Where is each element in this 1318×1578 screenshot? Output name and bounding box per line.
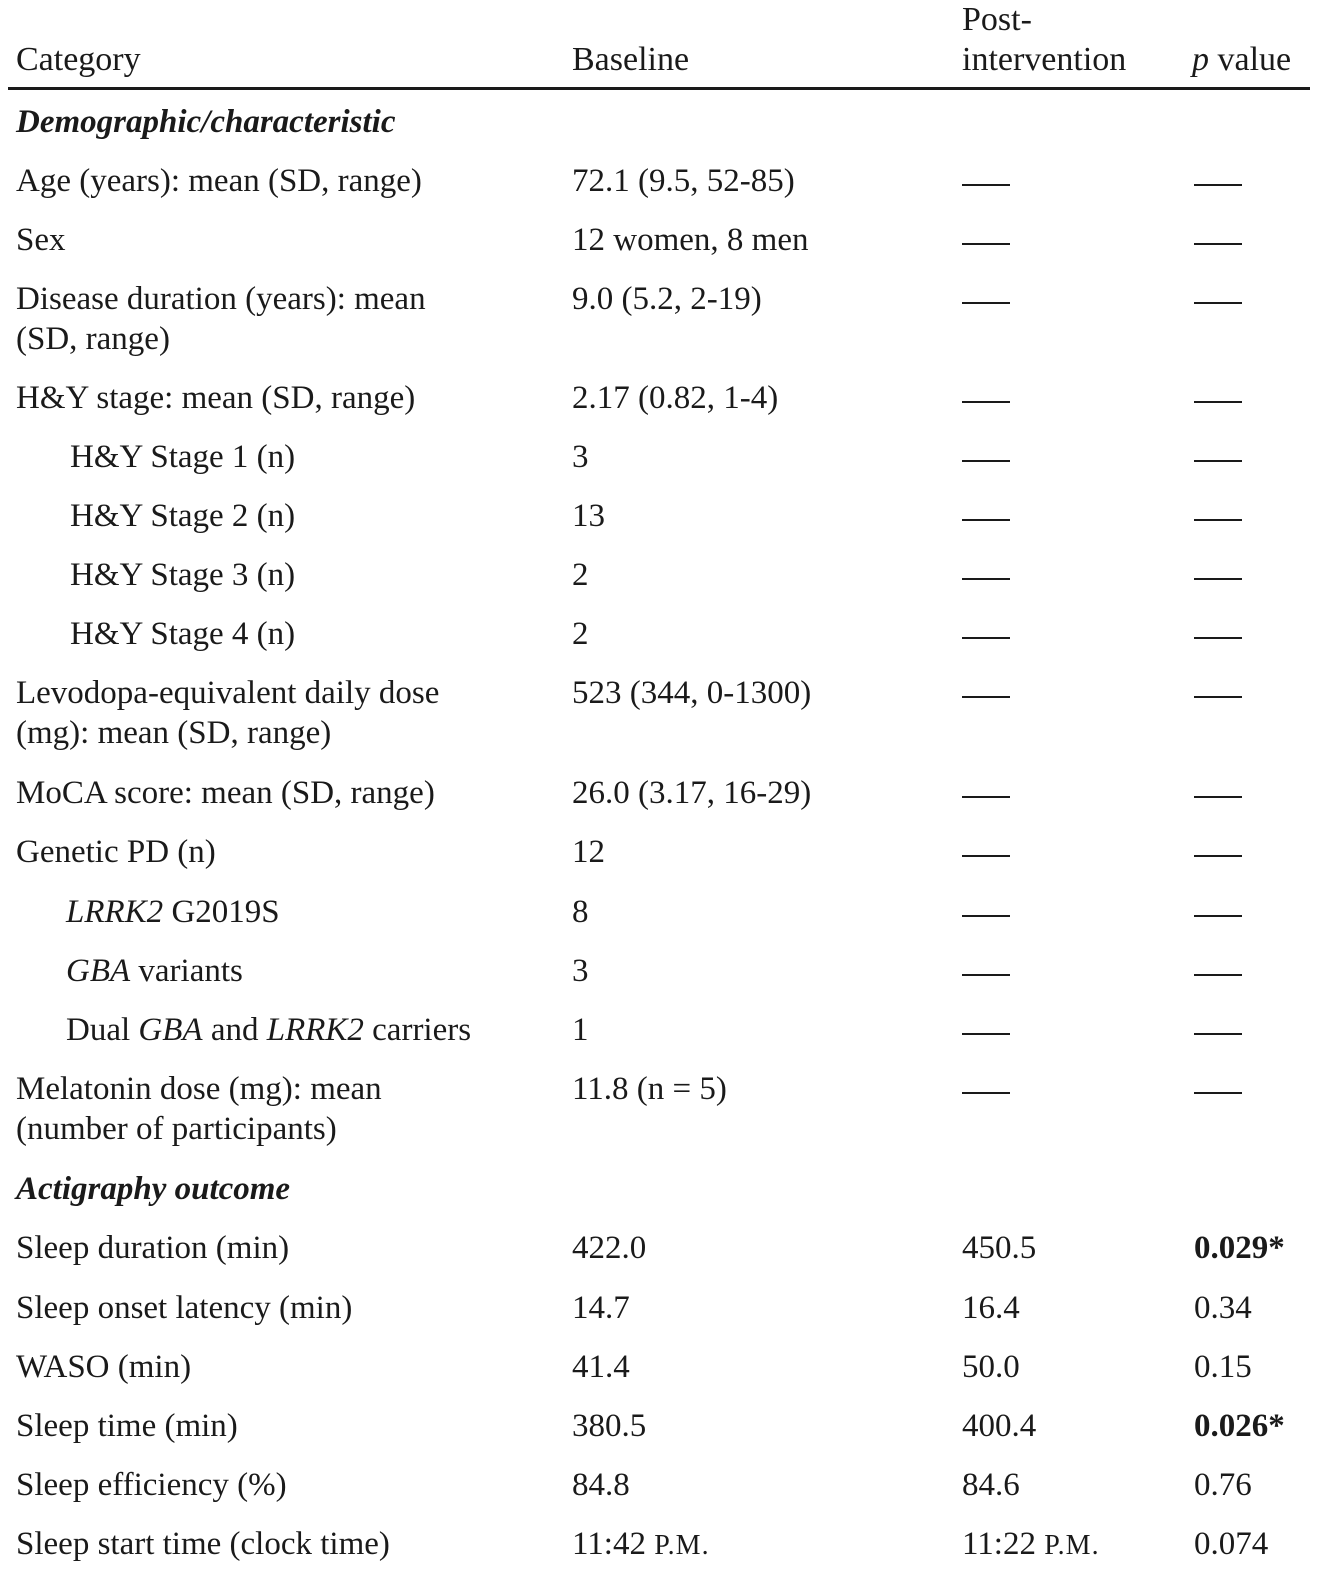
post-dash (962, 773, 1010, 813)
row-baseline: 12 (572, 834, 605, 870)
post-dash (962, 614, 1010, 654)
row-baseline: 13 (572, 498, 605, 534)
row-label: Sleep efficiency (%) (16, 1467, 287, 1503)
row-p-value: 0.074 (1194, 1526, 1269, 1562)
post-dash (962, 1069, 1010, 1109)
row-label: H&Y Stage 2 (n) (70, 498, 296, 534)
section-title: Demographic/characteristic (16, 104, 396, 140)
row-label: H&Y Stage 4 (n) (70, 616, 296, 652)
row-post (962, 1524, 1100, 1566)
row-label (66, 951, 243, 991)
post-dash (962, 673, 1010, 713)
p-dash (1194, 773, 1242, 813)
row-post: 16.4 (962, 1290, 1020, 1326)
header-p-value (1192, 40, 1291, 80)
row-label: Genetic PD (n) (16, 834, 216, 870)
post-dash (962, 378, 1010, 418)
row-label-line2: (mg): mean (SD, range) (16, 715, 332, 751)
header-p-italic: p (1192, 41, 1209, 78)
time-value: 11:42 (572, 1526, 646, 1562)
row-baseline: 26.0 (3.17, 16-29) (572, 775, 812, 811)
row-label (66, 1010, 471, 1050)
label-mid: and (202, 1012, 267, 1048)
gene-name: LRRK2 (66, 894, 164, 930)
p-dash (1194, 378, 1242, 418)
p-dash (1194, 496, 1242, 536)
row-post: 400.4 (962, 1408, 1037, 1444)
gene-name: GBA (66, 953, 131, 989)
row-label: H&Y stage: mean (SD, range) (16, 380, 416, 416)
post-dash (962, 437, 1010, 477)
header-rule (8, 87, 1310, 90)
row-baseline: 2.17 (0.82, 1-4) (572, 380, 779, 416)
label-rest: variants (130, 953, 243, 989)
gene-name: LRRK2 (266, 1012, 364, 1048)
label-rest: G2019S (163, 894, 280, 930)
post-dash (962, 1010, 1010, 1050)
row-baseline: 8 (572, 894, 589, 930)
row-baseline: 1 (572, 1012, 589, 1048)
row-label-line2: (number of participants) (16, 1111, 337, 1147)
header-p-rest: value (1209, 41, 1292, 78)
row-baseline: 523 (344, 0-1300) (572, 675, 812, 711)
row-p-value: 0.15 (1194, 1349, 1252, 1385)
row-baseline: 41.4 (572, 1349, 630, 1385)
row-baseline: 380.5 (572, 1408, 647, 1444)
header-baseline: Baseline (572, 41, 690, 78)
post-dash (962, 279, 1010, 319)
row-p-value: 0.34 (1194, 1290, 1252, 1326)
p-dash (1194, 1010, 1242, 1050)
row-baseline: 84.8 (572, 1467, 630, 1503)
row-post: 84.6 (962, 1467, 1020, 1503)
row-p-value: 0.026* (1194, 1408, 1285, 1444)
header-post-line1: Post- (962, 1, 1032, 38)
post-dash (962, 496, 1010, 536)
row-baseline: 2 (572, 557, 589, 593)
row-label-line2: (SD, range) (16, 321, 170, 357)
row-baseline: 14.7 (572, 1290, 630, 1326)
row-label: Sleep time (min) (16, 1408, 238, 1444)
row-post: 50.0 (962, 1349, 1020, 1385)
post-dash (962, 555, 1010, 595)
p-dash (1194, 614, 1242, 654)
p-dash (1194, 437, 1242, 477)
row-baseline: 12 women, 8 men (572, 222, 809, 258)
p-dash (1194, 555, 1242, 595)
gene-name: GBA (138, 1012, 203, 1048)
row-baseline: 422.0 (572, 1230, 647, 1266)
row-label: Levodopa-equivalent daily dose (16, 675, 440, 711)
post-dash (962, 161, 1010, 201)
row-label: H&Y Stage 3 (n) (70, 557, 296, 593)
row-baseline (572, 1524, 710, 1566)
time-suffix: P.M. (654, 1530, 710, 1561)
row-label: Disease duration (years): mean (16, 281, 426, 317)
p-dash (1194, 673, 1242, 713)
post-dash (962, 832, 1010, 872)
row-p-value: 0.029* (1194, 1230, 1285, 1266)
header-post-line2: intervention (962, 41, 1127, 78)
post-dash (962, 220, 1010, 260)
row-label: H&Y Stage 1 (n) (70, 439, 296, 475)
row-label: Age (years): mean (SD, range) (16, 163, 422, 199)
label-post: carriers (363, 1012, 472, 1048)
row-p-value: 0.76 (1194, 1467, 1252, 1503)
post-dash (962, 951, 1010, 991)
row-post: 450.5 (962, 1230, 1037, 1266)
row-baseline: 3 (572, 953, 589, 989)
time-value: 11:22 (962, 1526, 1036, 1562)
row-label: Sex (16, 222, 66, 258)
p-dash (1194, 892, 1242, 932)
post-dash (962, 892, 1010, 932)
row-baseline: 3 (572, 439, 589, 475)
time-suffix: P.M. (1044, 1530, 1100, 1561)
row-label: Melatonin dose (mg): mean (16, 1071, 382, 1107)
p-dash (1194, 832, 1242, 872)
row-label: Sleep duration (min) (16, 1230, 290, 1266)
table-header (0, 0, 1318, 88)
section-title: Actigraphy outcome (16, 1171, 291, 1207)
header-category: Category (16, 41, 141, 78)
row-label: Sleep onset latency (min) (16, 1290, 353, 1326)
p-dash (1194, 220, 1242, 260)
p-dash (1194, 279, 1242, 319)
row-label: Sleep start time (clock time) (16, 1526, 390, 1562)
p-dash (1194, 161, 1242, 201)
p-dash (1194, 951, 1242, 991)
row-label (66, 892, 280, 932)
row-baseline: 11.8 (n = 5) (572, 1071, 727, 1107)
row-baseline: 2 (572, 616, 589, 652)
row-baseline: 9.0 (5.2, 2-19) (572, 281, 762, 317)
label-pre: Dual (66, 1012, 139, 1048)
row-baseline: 72.1 (9.5, 52-85) (572, 163, 795, 199)
row-label: MoCA score: mean (SD, range) (16, 775, 435, 811)
row-label: WASO (min) (16, 1349, 192, 1385)
p-dash (1194, 1069, 1242, 1109)
